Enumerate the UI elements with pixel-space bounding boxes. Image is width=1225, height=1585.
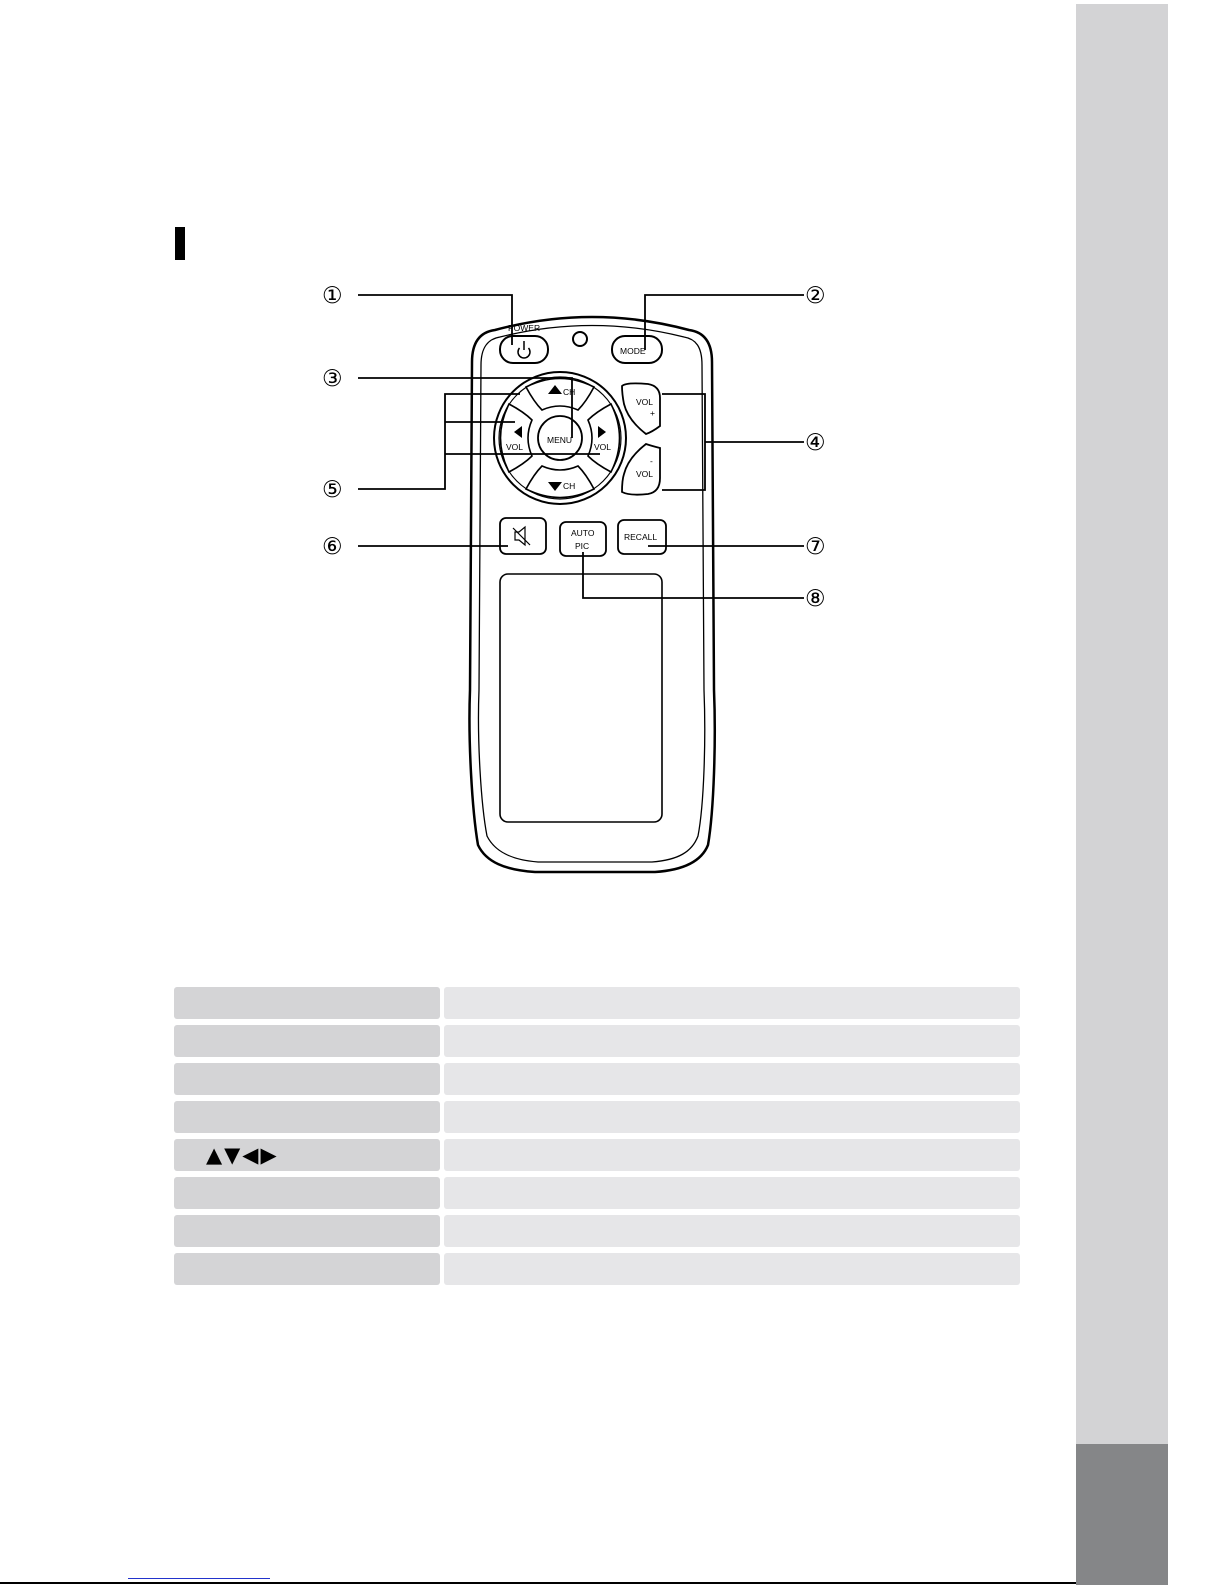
table-value-cell bbox=[444, 1139, 1020, 1171]
remote-diagram bbox=[300, 270, 860, 890]
auto-line2: PIC bbox=[575, 541, 590, 551]
auto-pic-button[interactable] bbox=[560, 522, 606, 556]
table-key-cell bbox=[174, 1177, 440, 1209]
vol-minus-sign: - bbox=[650, 456, 653, 466]
table-row bbox=[174, 1025, 1020, 1057]
table-row bbox=[174, 1063, 1020, 1095]
ch-up-label: CH bbox=[563, 387, 576, 397]
callout-8: ⑧ bbox=[805, 586, 826, 612]
callout-6: ⑥ bbox=[322, 534, 343, 560]
callout-7: ⑦ bbox=[805, 534, 826, 560]
ch-down-label: CH bbox=[563, 481, 576, 491]
arrow-keys-icon: ▲▼◀▶ bbox=[206, 1143, 279, 1167]
menu-label: MENU bbox=[547, 435, 573, 445]
section-marker bbox=[175, 227, 185, 260]
ch-down-button[interactable] bbox=[548, 481, 575, 491]
table-key-cell bbox=[174, 987, 440, 1019]
callout-5: ⑤ bbox=[322, 477, 343, 503]
table-key-cell bbox=[174, 1253, 440, 1285]
table-value-cell bbox=[444, 1253, 1020, 1285]
table-row bbox=[174, 1215, 1020, 1247]
table-row bbox=[174, 1101, 1020, 1133]
table-row bbox=[174, 987, 1020, 1019]
vol-minus-button[interactable] bbox=[622, 444, 660, 495]
table-key-cell bbox=[174, 1139, 440, 1171]
table-value-cell bbox=[444, 1215, 1020, 1247]
table-value-cell bbox=[444, 1101, 1020, 1133]
table-row bbox=[174, 1139, 1020, 1171]
callout-3: ③ bbox=[322, 366, 343, 392]
vol-plus-sign: + bbox=[650, 408, 655, 418]
vol-left-label: VOL bbox=[506, 442, 524, 452]
table-key-cell bbox=[174, 1215, 440, 1247]
side-bar bbox=[1076, 4, 1168, 1444]
callout-1: ① bbox=[322, 283, 343, 309]
table-value-cell bbox=[444, 1177, 1020, 1209]
vol-plus-button[interactable] bbox=[622, 383, 660, 434]
mode-button[interactable] bbox=[612, 336, 662, 363]
auto-line1: AUTO bbox=[571, 528, 595, 538]
footer-link-underline[interactable] bbox=[128, 1578, 270, 1579]
power-button[interactable] bbox=[500, 336, 548, 363]
table-row bbox=[174, 1177, 1020, 1209]
table-key-cell bbox=[174, 1101, 440, 1133]
ir-led bbox=[573, 332, 587, 346]
vol-right-button[interactable] bbox=[594, 426, 611, 452]
callout-2: ② bbox=[805, 283, 826, 309]
table-row bbox=[174, 1253, 1020, 1285]
table-key-cell bbox=[174, 1025, 440, 1057]
function-table bbox=[174, 987, 1020, 1291]
recall-button[interactable] bbox=[618, 520, 666, 554]
vol-plus-label: VOL bbox=[636, 397, 654, 407]
callout-4: ④ bbox=[805, 430, 826, 456]
mute-button[interactable] bbox=[500, 518, 546, 554]
vol-right-label: VOL bbox=[594, 442, 612, 452]
table-value-cell bbox=[444, 987, 1020, 1019]
vol-minus-label: VOL bbox=[636, 469, 654, 479]
side-tab bbox=[1076, 1444, 1168, 1585]
power-label: POWER bbox=[508, 323, 541, 333]
mode-label: MODE bbox=[620, 346, 646, 356]
table-value-cell bbox=[444, 1063, 1020, 1095]
vol-left-button[interactable] bbox=[506, 426, 523, 452]
table-value-cell bbox=[444, 1025, 1020, 1057]
footer-rule bbox=[0, 1582, 1076, 1584]
table-key-cell bbox=[174, 1063, 440, 1095]
recall-label: RECALL bbox=[624, 532, 658, 542]
